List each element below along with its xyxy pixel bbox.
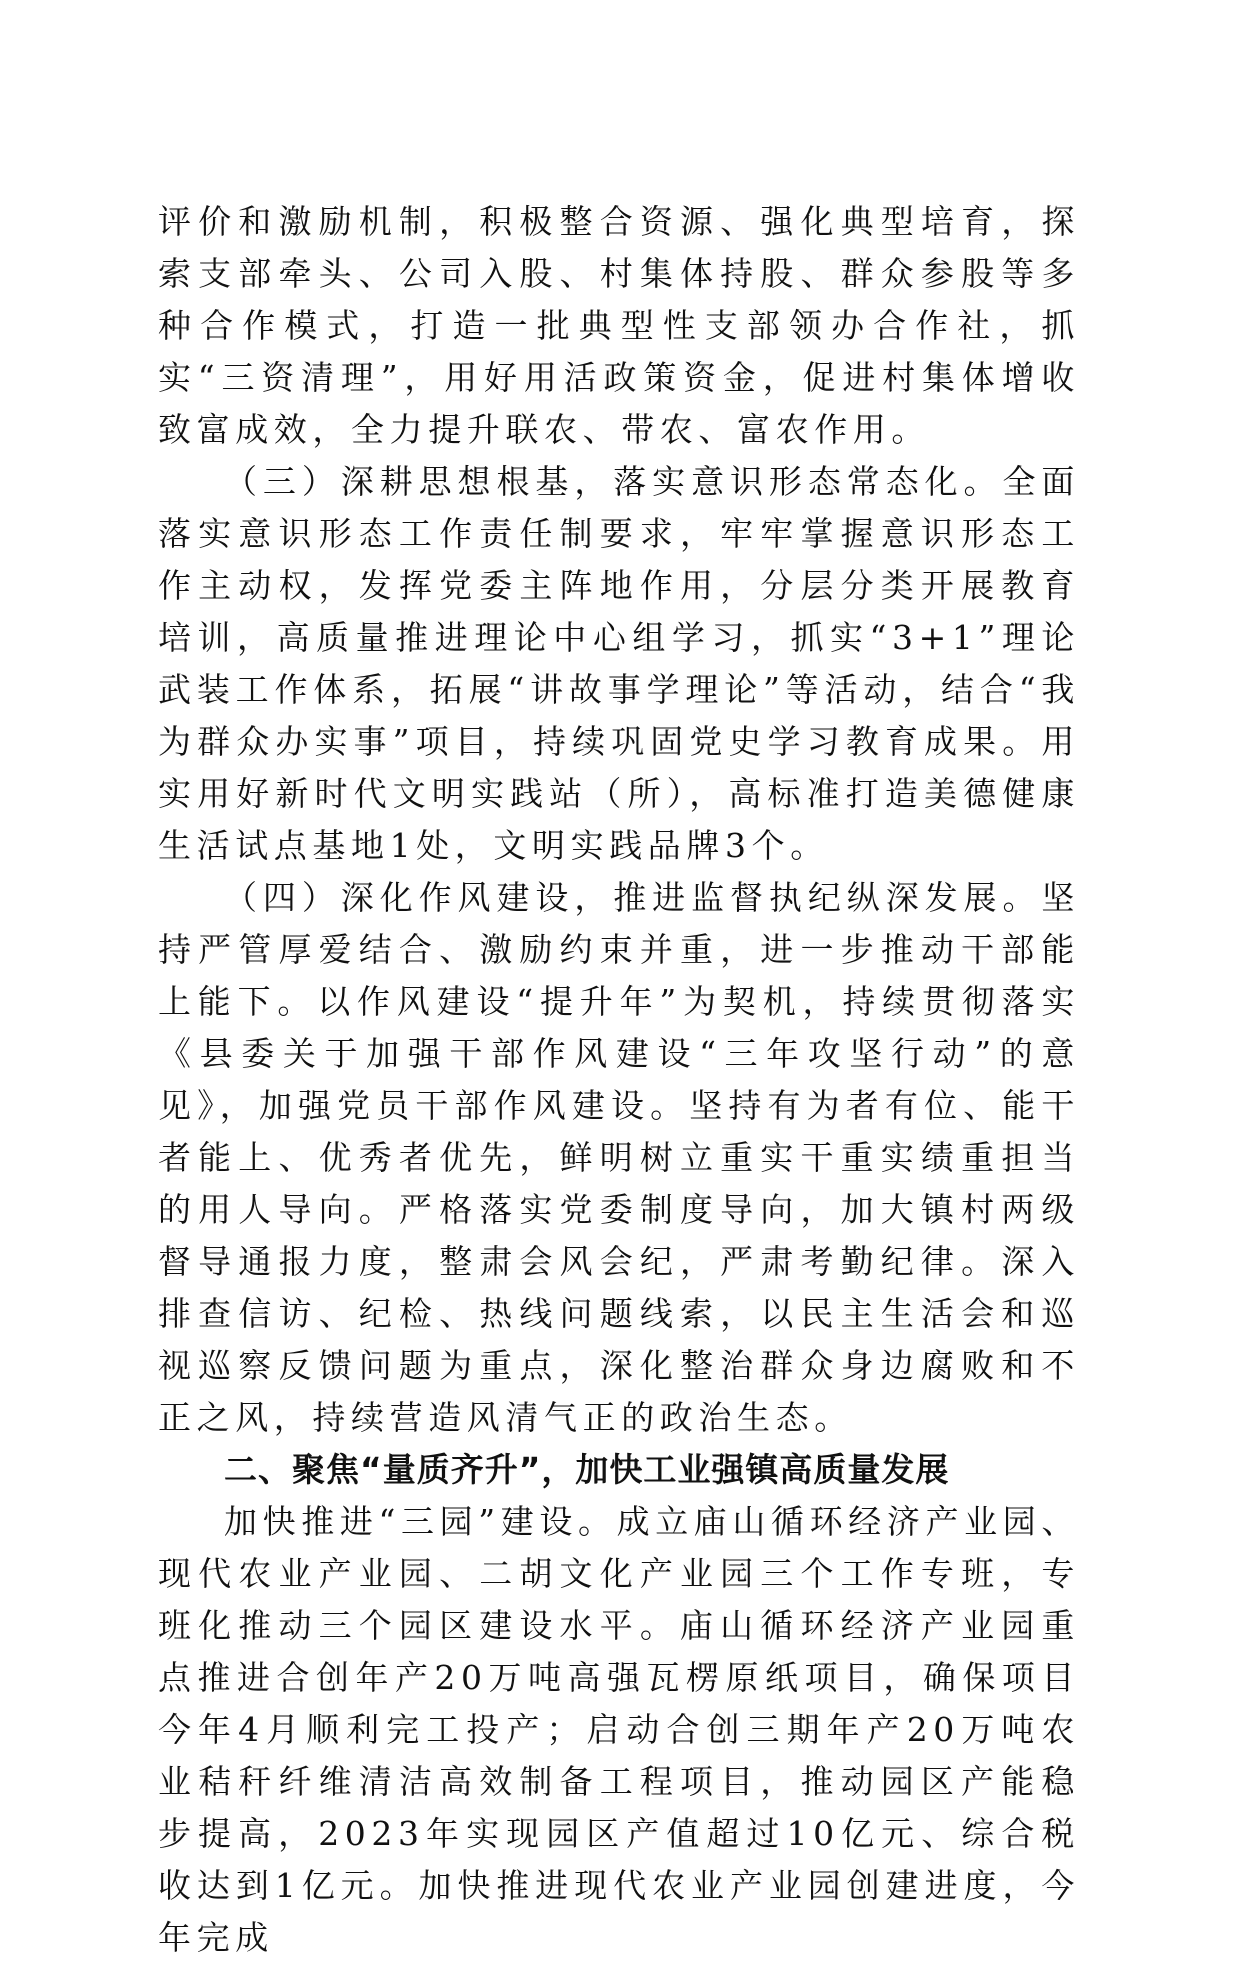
paragraph-intro-continued: 评价和激励机制，积极整合资源、强化典型培育，探索支部牵头、公司入股、村集体持股、群众参股等多种合作模式，打造一批典型性支部领办合作社，抓实“三资清理”，用好用活政策资金，促进村集体增收致富成效，全力提升联农、带农、富农作用。 [158,202,1080,449]
paragraph-three-parks: 加快推进“三园”建设。成立庙山循环经济产业园、现代农业产业园、二胡文化产业园三个工作专班，专班化推动三个园区建设水平。庙山循环经济产业园重点推进合创年产20万吨高强瓦楞原纸项目，确保项目今年4月顺利完工投产；启动合创三期年产20万吨农业秸秆纤维清洁高效制备工程项目，推动园区产能稳步提高，2023年实现园区产值超过10亿元、综合税收达到1亿元。加快推进现代农业产业园创建进度，今年完成 [158,1502,1080,1957]
paragraph-section-three: （三）深耕思想根基，落实意识形态常态化。全面落实意识形态工作责任制要求，牢牢掌握意识形态工作主动权，发挥党委主阵地作用，分层分类开展教育培训，高质量推进理论中心组学习，抓实“3+1”理论武装工作体系，拓展“讲故事学理论”等活动，结合“我为群众办实事”项目，持续巩固党史学习教育成果。用实用好新时代文明实践站（所），高标准打造美德健康生活试点基地1处，文明实践品牌3个。 [158,462,1080,865]
document-body [158,196,1080,1964]
section-heading-two: 二、聚焦“量质齐升”，加快工业强镇高质量发展 [224,1450,950,1489]
paragraph-section-four: （四）深化作风建设，推进监督执纪纵深发展。坚持严管厚爱结合、激励约束并重，进一步推动干部能上能下。以作风建设“提升年”为契机，持续贯彻落实《县委关于加强干部作风建设“三年攻坚行动”的意见》，加强党员干部作风建设。坚持有为者有位、能干者能上、优秀者优先，鲜明树立重实干重实绩重担当的用人导向。严格落实党委制度导向，加大镇村两级督导通报力度，整肃会风会纪，严肃考勤纪律。深入排查信访、纪检、热线问题线索，以民主生活会和巡视巡察反馈问题为重点，深化整治群众身边腐败和不正之风，持续营造风清气正的政治生态。 [158,878,1080,1437]
